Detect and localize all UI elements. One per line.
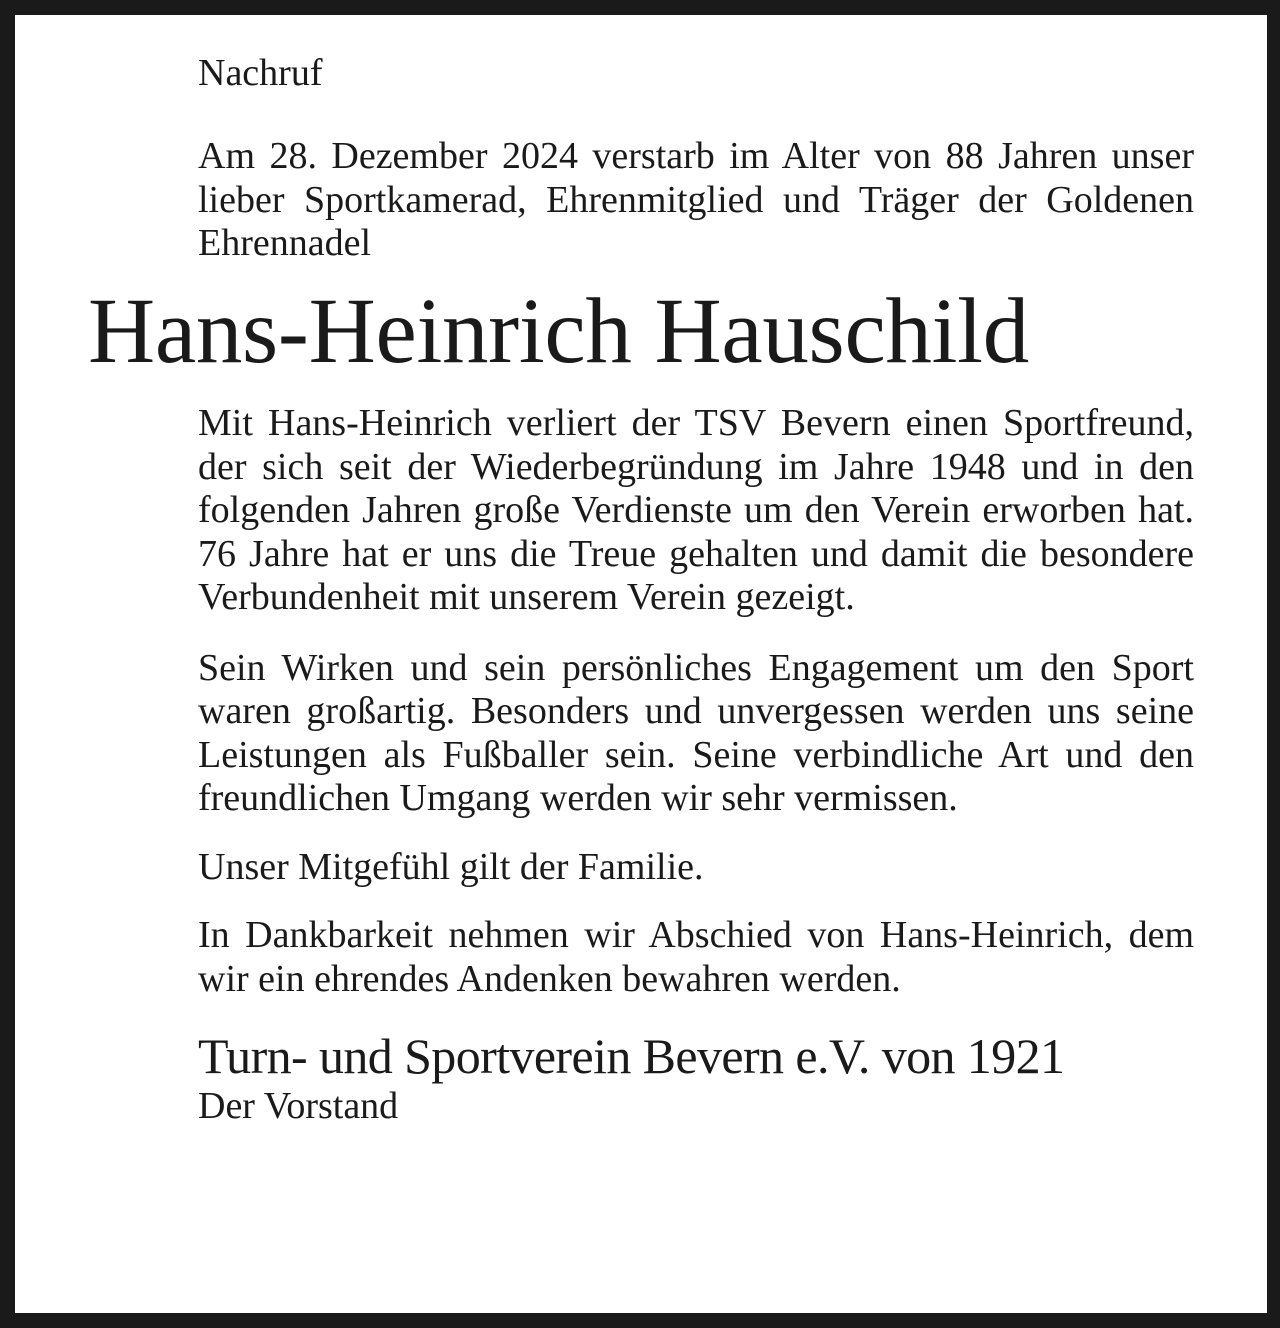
notice-label: Nachruf — [198, 52, 323, 94]
obituary-body — [198, 402, 1194, 1128]
paragraph-engagement: Sein Wirken und sein persönliches Engagement um den Sport waren großartig. Besonders und unvergessen werden uns seine Leistungen als Fußballer sein. Seine verbindliche Art und den freundlichen Umgang werden wir sehr vermissen. — [198, 646, 1194, 819]
paragraph-condolence: Unser Mitgefühl gilt der Familie. — [198, 845, 704, 888]
board-signature: Der Vorstand — [198, 1085, 399, 1127]
paragraph-tribute: Mit Hans-Heinrich verliert der TSV Bevern einen Sportfreund, der sich seit der Wiederbegründung im Jahre 1948 und in den folgenden Jahren große Verdienste um den Verein erworben hat. 76 Jahre hat er uns die Treue gehalten und damit die besondere Verbundenheit mit unserem Verein gezeigt. — [198, 402, 1194, 618]
deceased-name: Hans-Heinrich Hauschild — [88, 280, 1029, 383]
paragraph-farewell: In Dankbarkeit nehmen wir Abschied von Hans-Heinrich, dem wir ein ehrendes Andenken bewahren werden. — [198, 914, 1194, 1000]
club-signature: Turn- und Sportverein Bevern e.V. von 1921 — [198, 1028, 1065, 1084]
obituary-header — [198, 50, 1194, 266]
intro-text: Am 28. Dezember 2024 verstarb im Alter von 88 Jahren unser lieber Sportkamerad, Ehrenmitglied und Träger der Goldenen Ehrennadel — [198, 135, 1194, 264]
